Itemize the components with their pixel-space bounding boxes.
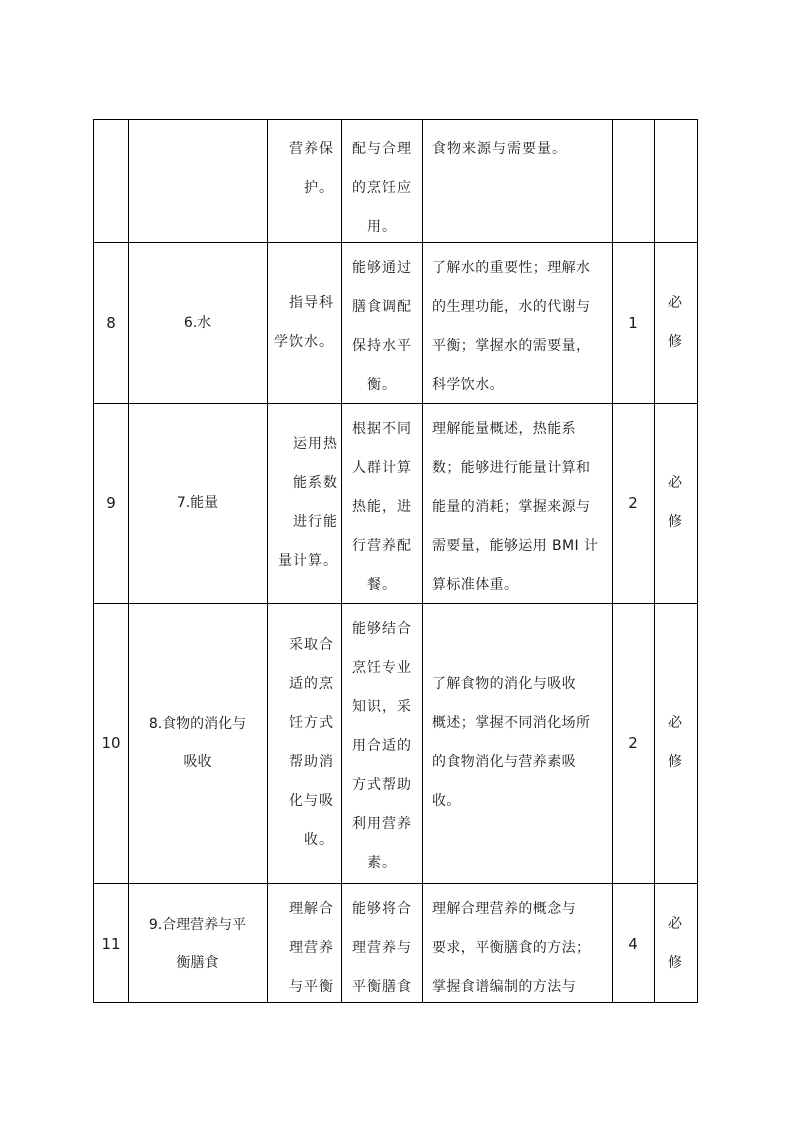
table-row-1-title: 6.水 bbox=[183, 314, 212, 331]
table-row-2-number: 9 bbox=[106, 494, 116, 512]
table-row-2-knowledge: 理解能量概述，热能系 数；能够进行能量计算和 能量的消耗；掌握来源与 需要量，能够运用 BMI 计 算标准体重。 bbox=[432, 421, 599, 593]
table-row-1-type: 必 修 bbox=[668, 294, 683, 350]
table-row-2-type: 必 修 bbox=[668, 475, 683, 530]
table-row-4-number: 11 bbox=[101, 934, 121, 953]
table-row-1-knowledge: 了解水的重要性；理解水 的生理功能，水的代谢与 平衡；掌握水的需要量， 科学饮水。 bbox=[432, 260, 591, 393]
table-row-2-title: 7.能量 bbox=[176, 495, 219, 511]
table-row-0-ability: 配与合理 的烹饪应 用。 bbox=[352, 141, 412, 235]
table-row-2-hours: 2 bbox=[628, 494, 638, 512]
column-divider bbox=[422, 120, 423, 1002]
table-row-3-number: 10 bbox=[101, 734, 121, 752]
table-row-2-skill: 运用热 能系数 进行能 量计算。 bbox=[278, 436, 338, 569]
table-row-0-skill: 营养保 护。 bbox=[289, 141, 334, 196]
table-row-4-title: 9.合理营养与平 衡膳食 bbox=[148, 916, 247, 971]
table-row-3-title: 8.食物的消化与 吸收 bbox=[148, 716, 247, 770]
table-row-4-ability: 能够将合 理营养与 平衡膳食 bbox=[352, 901, 412, 995]
table-row-3-ability: 能够结合 烹饪专业 知识，采 用合适的 方式帮助 利用营养 素。 bbox=[352, 621, 412, 871]
table-row-3-type: 必 修 bbox=[668, 715, 683, 770]
table-row-0-knowledge: 食物来源与需要量。 bbox=[432, 141, 567, 157]
table-row-3-skill: 采取合 适的烹 饪方式 帮助消 化与吸 收。 bbox=[289, 637, 334, 848]
table-row-1-number: 8 bbox=[106, 313, 116, 332]
table-row-1-skill: 指导科 学饮水。 bbox=[274, 294, 334, 350]
table-row-4-skill: 理解合 理营养 与平衡 bbox=[289, 901, 334, 995]
table-row-3-knowledge: 了解食物的消化与吸收 概述；掌握不同消化场所 的食物消化与营养素吸 收。 bbox=[432, 676, 591, 809]
table-row-2-ability: 根据不同 人群计算 热能，进 行营养配 餐。 bbox=[352, 421, 412, 593]
curriculum-table bbox=[93, 119, 698, 1003]
table-row-4-knowledge: 理解合理营养的概念与 要求，平衡膳食的方法； 掌握食谱编制的方法与 bbox=[432, 901, 591, 995]
table-row-1-hours: 1 bbox=[628, 313, 638, 332]
table-row-4-type: 必 修 bbox=[668, 915, 683, 971]
table-row-3-hours: 2 bbox=[628, 734, 638, 752]
table-row-4-hours: 4 bbox=[628, 934, 638, 953]
table-row-1-ability: 能够通过 膳食调配 保持水平 衡。 bbox=[352, 260, 412, 393]
